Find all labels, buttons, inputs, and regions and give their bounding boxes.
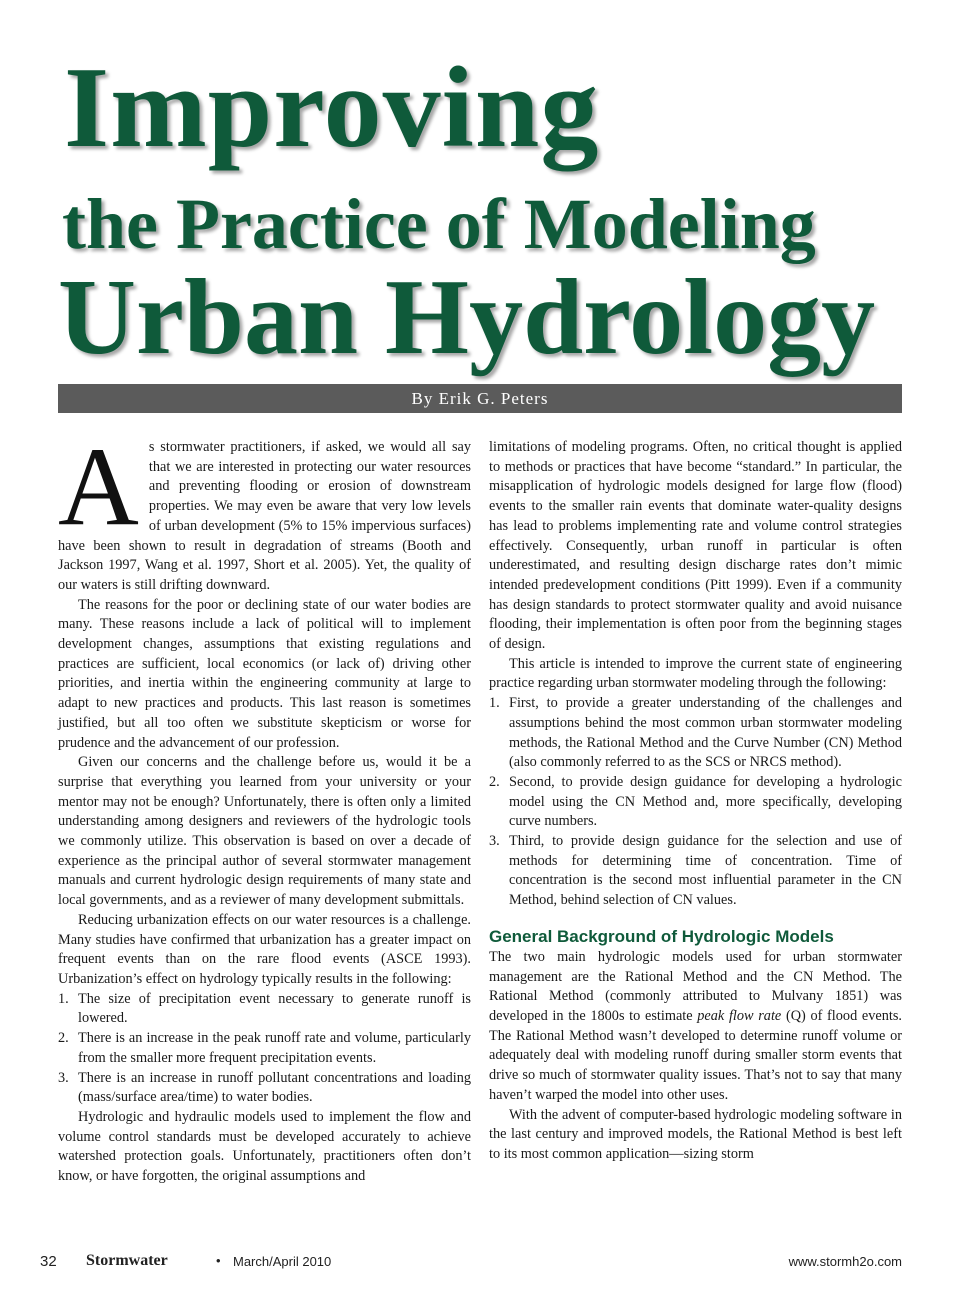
list-item: 2. Second, to provide design guidance for developing a hydrologic model using the CN Method and, more specifically, developing curve numbers. <box>489 773 902 830</box>
list-item: 3. There is an increase in runoff pollutant concentrations and loading (mass/surface area/time) to water bodies. <box>58 1069 471 1106</box>
title-line-practice: the Practice of Modeling <box>62 184 816 264</box>
drop-cap: A <box>58 425 139 549</box>
right-column <box>489 438 902 1165</box>
paragraph: The reasons for the poor or declining state of our water bodies are many. These reasons include a lack of political will to implement development changes, assumptions that existing regulations and practices are sufficient, local economics (or lack of) driving other priorities, and inertia within the engineering community at large to adapt to new practices and products. This last reason is sometimes justified, but all too often we substitute skepticism or worse for prudence and the advancement of our profession. <box>58 596 471 751</box>
title-line-urban-hydrology: Urban Hydrology <box>58 258 876 377</box>
left-column <box>58 425 471 1187</box>
paragraph: Reducing urbanization effects on our water resources is a challenge. Many studies have confirmed that urbanization has a greater impact on frequent events than on the rare flood events (ASCE 1993). Urbanization’s effect on hydrology typically results in the following: <box>58 911 471 987</box>
bullet-separator: • <box>216 1253 221 1268</box>
paragraph: With the advent of computer-based hydrologic modeling software in the last century and improved models, the Rational Method is best left to its most common application—sizing storm <box>489 1106 902 1162</box>
website-url: www.stormh2o.com <box>788 1254 902 1269</box>
article-goals-list <box>489 694 902 911</box>
magazine-name: Stormwater <box>86 1252 168 1269</box>
issue-date: March/April 2010 <box>233 1254 332 1269</box>
paragraph: limitations of modeling programs. Often, no critical thought is applied to methods or practices that have become “standard.” In particular, the misapplication of hydrologic models designed for large flow (flood) events to the smaller rain events that dominate water-quality designs has lead to problems implementing rate and volume control strategies effectively. Consequently, urban runoff in particular is often underestimated, and resulting design discharge rates don’t mimic intended predevelopment conditions (Pitt 1999). Even if a community has design standards to protect stormwater quality and avoid nuisance flooding, their implementation is often poor from the beginning stages of design. <box>489 439 902 653</box>
paragraph: The two main hydrologic models used for urban stormwater management are the Rational Method and the CN Method. The Rational Method (commonly attributed to Mulvany 1851) was developed in the 1800s to estimate peak flow rate (Q) of flood events. The Rational Method wasn’t developed to determine runoff volume or adequately deal with modeling runoff during smaller storm events that drive so much of stormwater quality issues. That’s not to say that many haven’t warped the model into other uses. <box>489 948 902 1103</box>
paragraph: Hydrologic and hydraulic models used to implement the flow and volume control standards must be developed accurately to achieve watershed protection goals. Unfortunately, practitioners often don’t know, or have forgotten, the original assumptions and <box>58 1108 471 1185</box>
list-item: 1. The size of precipitation event necessary to generate runoff is lowered. <box>58 990 471 1027</box>
section-heading: General Background of Hydrologic Models <box>489 926 834 946</box>
byline: By Erik G. Peters <box>411 388 549 408</box>
list-item: 2. There is an increase in the peak runoff rate and volume, particularly from the smaller more frequent precipitation events. <box>58 1030 471 1066</box>
page-footer <box>40 1253 902 1273</box>
paragraph: Given our concerns and the challenge before us, would it be a surprise that everything you learned from your university or your mentor may not be enough? Unfortunately, there is often only a limited understanding among designers and reviewers of the hydrologic tools we commonly utilize. This observation is based on over a decade of experience as the principal author of several stormwater management manuals and current hydrologic design requirements of many state and local governments, and as a reviewer of many development submittals. <box>58 754 471 909</box>
page-number: 32 <box>40 1253 57 1270</box>
title-line-improving: Improving <box>64 44 600 172</box>
byline-bar <box>58 384 902 413</box>
intro-paragraph: As stormwater practitioners, if asked, we would all say that we are interested in protecting our water resources and preventing flooding or erosion of downstream properties. We may even be aware that very low levels of urban development (5% to 15% impervious surfaces) have been shown to result in degradation of streams (Booth and Jackson 1997, Wang et al. 1997, Short et al. 2005). Yet, the quality of our waters is still drifting downward. <box>58 425 471 593</box>
paragraph: This article is intended to improve the current state of engineering practice regarding urban stormwater modeling through the following: <box>489 655 902 692</box>
list-item: 3. Third, to provide design guidance for the selection and use of methods for determining time of concentration. Time of concentration is the second most influential parameter in the CN Method, behind selection of CN values. <box>489 833 902 909</box>
urbanization-effects-list <box>58 990 471 1108</box>
list-item: 1. First, to provide a greater understanding of the challenges and assumptions behind the most common urban stormwater modeling methods, the Rational Method and the Curve Number (CN) Method (also commonly referred to as the SCS or NRCS method). <box>489 695 902 771</box>
